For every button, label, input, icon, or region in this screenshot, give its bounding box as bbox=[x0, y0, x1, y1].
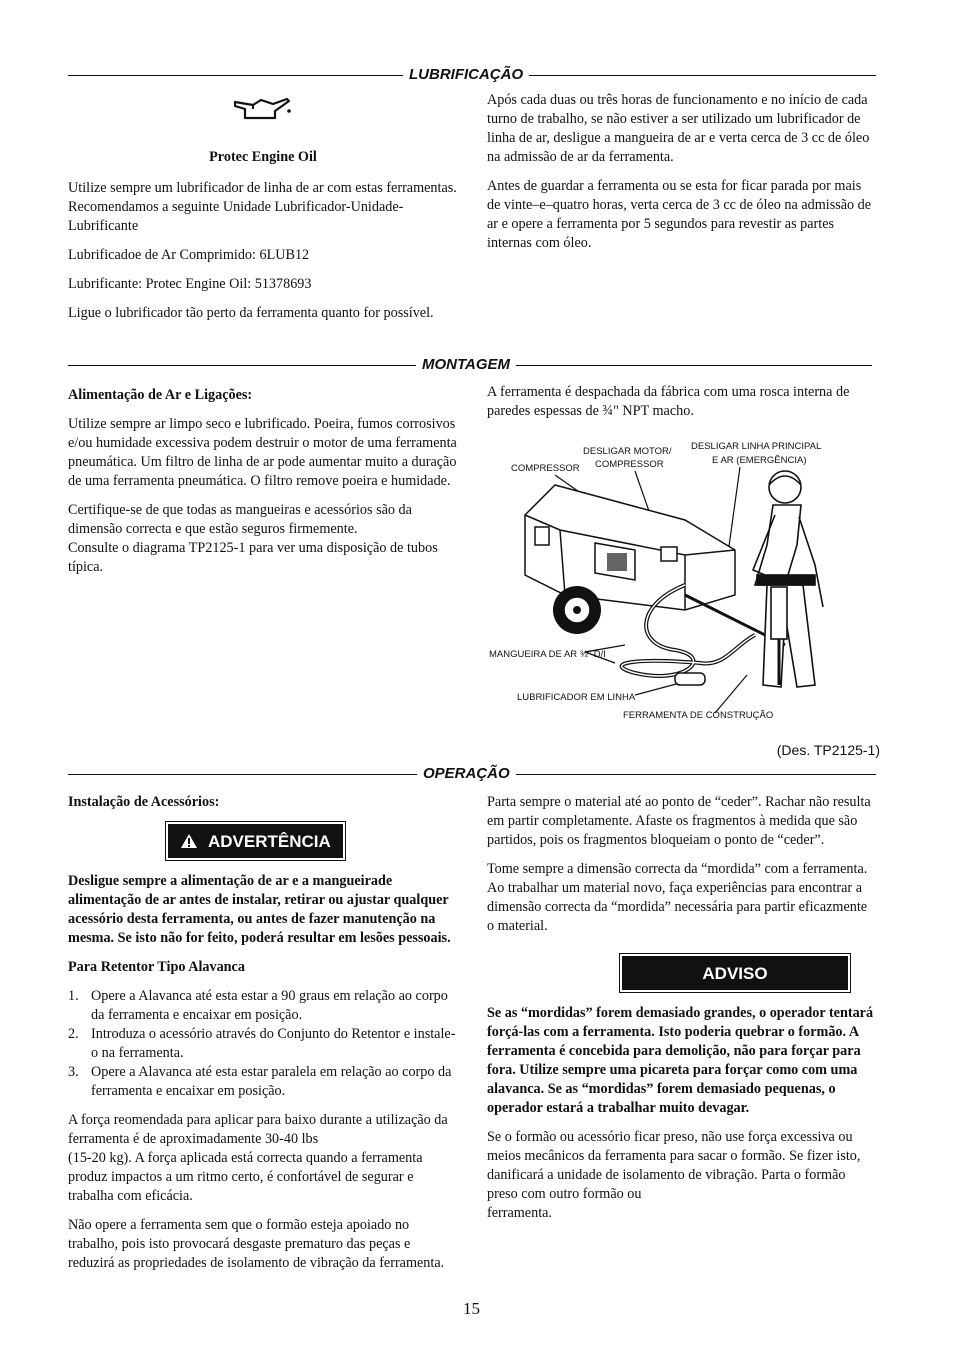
operacao-heading: Instalação de Acessórios: bbox=[68, 794, 220, 810]
oil-can-icon bbox=[231, 96, 458, 136]
montagem-paragraph-3: Consulte o diagrama TP2125-1 para ver uma disposição de tubos típica. bbox=[68, 540, 438, 575]
lubrification-right-column bbox=[487, 91, 877, 263]
lubrification-paragraph-1: Utilize sempre um lubrificador de linha de ar com estas ferramentas. Recomendamos a seguinte Unidade Lubrificador-Unidade-Lubrificante bbox=[68, 180, 457, 234]
montagem-left-column bbox=[68, 386, 458, 587]
diagram-label-mangueira: MANGUEIRA DE AR ¾" D/I bbox=[489, 649, 606, 660]
step-item: 1. Opere a Alavanca até esta estar a 90 graus em relação ao corpo da ferramenta e encaixar em posição. bbox=[68, 988, 448, 1023]
operacao-left-column bbox=[68, 793, 458, 1283]
notice-label: ADVISO bbox=[620, 954, 850, 992]
diagram-label-lubrificador: LUBRIFICADOR EM LINHA bbox=[517, 692, 636, 703]
section-title-montagem: MONTAGEM bbox=[416, 356, 516, 374]
montagem-right-column bbox=[487, 383, 877, 431]
diagram-label-desligar-linha-2: E AR (EMERGÊNCIA) bbox=[712, 455, 807, 466]
operacao-right-paragraph-3: Se o formão ou acessório ficar preso, não use força excessiva ou meios mecânicos da ferramenta para sacar o formão. Se fizer isto, danificará a unidade de isolamento de vibração. Parta o formão preso com outro formão ou bbox=[487, 1129, 861, 1202]
lubrification-right-paragraph-2: Antes de guardar a ferramenta ou se esta for ficar parada por mais de vinte–e–quatro horas, verta cerca de 3 cc de óleo na admissão de ar e opere a ferramenta por 5 segundos para revestir as partes internas com óleo. bbox=[487, 178, 872, 251]
lubrification-right-paragraph-1: Após cada duas ou três horas de funcionamento e no início de cada turno de trabalho, se não estiver a ser utilizado um lubrificador de linha de ar, desligue a mangueira de ar e verta cerca de 3 cc de óleo na admissão de ar da ferramenta. bbox=[487, 92, 870, 165]
lubrification-paragraph-3: Lubrificante: Protec Engine Oil: 51378693 bbox=[68, 276, 312, 292]
operacao-right-paragraph-2: Tome sempre a dimensão correcta da “mordida” com a ferramenta. Ao trabalhar um material novo, faça experiências para encontrar a dimensão correcta da “mordida” necessária para partir eficazmente o material. bbox=[487, 861, 868, 934]
diagram-caption: (Des. TP2125-1) bbox=[776, 742, 880, 758]
diagram-label-desligar-motor-2: COMPRESSOR bbox=[595, 459, 664, 470]
force-paragraph-1: A força reomendada para aplicar para baixo durante a utilização da ferramenta é de aproximadamente 30-40 lbs bbox=[68, 1112, 448, 1147]
diagram-label-desligar-linha-1: DESLIGAR LINHA PRINCIPAL bbox=[691, 441, 822, 452]
warning-badge bbox=[166, 822, 458, 860]
air-line-diagram bbox=[485, 435, 877, 730]
montagem-right-paragraph-1: A ferramenta é despachada da fábrica com uma rosca interna de paredes espessas de ¾" NPT macho. bbox=[487, 384, 850, 419]
operacao-right-paragraph-1: Parta sempre o material até ao ponto de “ceder”. Rachar não resulta em partir completamente. Afaste os fragmentos à medida que são partidos, pois os fragmentos bloqueiam o ponto de “ceder”. bbox=[487, 794, 871, 848]
montagem-paragraph-2: Certifique-se de que todas as mangueiras e acessórios são da dimensão correcta e que estão seguros firmemente. bbox=[68, 502, 412, 537]
section-title-lubrificacao: LUBRIFICAÇÃO bbox=[403, 66, 529, 84]
force-paragraph-2: (15-20 kg). A força aplicada está correcta quando a ferramenta produz impactos a um ritmo certo, é confortável de segurar e trabalha com eficácia. bbox=[68, 1150, 423, 1204]
lubrification-paragraph-2: Lubrificadoe de Ar Comprimido: 6LUB12 bbox=[68, 247, 310, 263]
operacao-right-column bbox=[487, 793, 877, 1233]
lubrification-left-column bbox=[68, 96, 458, 333]
lubrification-paragraph-4: Ligue o lubrificador tão perto da ferramenta quanto for possível. bbox=[68, 305, 434, 321]
diagram-label-compressor: COMPRESSOR bbox=[511, 463, 580, 474]
montagem-paragraph-1: Utilize sempre ar limpo seco e lubrificado. Poeira, fumos corrosivos e/ou humidade excessiva podem destruir o motor de uma ferramenta pneumática. Um filtro de linha de ar pode aumentar muito a duração de uma ferramenta pneumática. O filtro remove poeira e humidade. bbox=[68, 416, 457, 489]
operacao-right-paragraph-4: ferramenta. bbox=[487, 1205, 552, 1221]
retentor-heading: Para Retentor Tipo Alavanca bbox=[68, 959, 245, 975]
warning-text: Desligue sempre a alimentação de ar e a mangueirade alimentação de ar antes de instalar, retirar ou ajustar qualquer acessório desta ferramenta, ou antes de fazer manutenção na mesma. Se isto não for feito, poderá resultar em lesões pessoais. bbox=[68, 873, 451, 946]
retentor-steps bbox=[68, 987, 458, 1101]
montagem-heading: Alimentação de Ar e Ligações: bbox=[68, 387, 253, 403]
warning-label: ADVERTÊNCIA bbox=[208, 831, 331, 851]
lubricant-product-name: Protec Engine Oil bbox=[209, 149, 317, 165]
diagram-label-ferramenta: FERRAMENTA DE CONSTRUÇÃO bbox=[623, 710, 774, 721]
notice-text: Se as “mordidas” forem demasiado grandes, o operador tentará forçá-las com a ferramenta. Isto poderia quebrar o formão. A ferramenta é concebida para demolição, não para forçar para fora. Utilize sempre uma picareta para forçar como com uma alavanca. Se as “mordidas” forem demasiado pequenas, o operador estará a trabalhar muito devagar. bbox=[487, 1005, 874, 1116]
nao-opere-paragraph: Não opere a ferramenta sem que o formão esteja apoiado no trabalho, pois isto provocará desgaste prematuro das peças e reduzirá as propriedades de isolamento de vibração da ferramenta. bbox=[68, 1217, 445, 1271]
page-number: 15 bbox=[463, 1299, 480, 1318]
section-title-operacao: OPERAÇÃO bbox=[417, 765, 516, 783]
notice-badge bbox=[620, 954, 877, 992]
step-item: 3. Opere a Alavanca até esta estar paralela em relação ao corpo da ferramenta e encaixar em posição. bbox=[68, 1064, 452, 1099]
step-item: 2. Introduza o acessório através do Conjunto do Retentor e instale-o na ferramenta. bbox=[68, 1026, 456, 1061]
warning-triangle-icon bbox=[180, 833, 198, 849]
diagram-label-desligar-motor-1: DESLIGAR MOTOR/ bbox=[583, 446, 672, 457]
